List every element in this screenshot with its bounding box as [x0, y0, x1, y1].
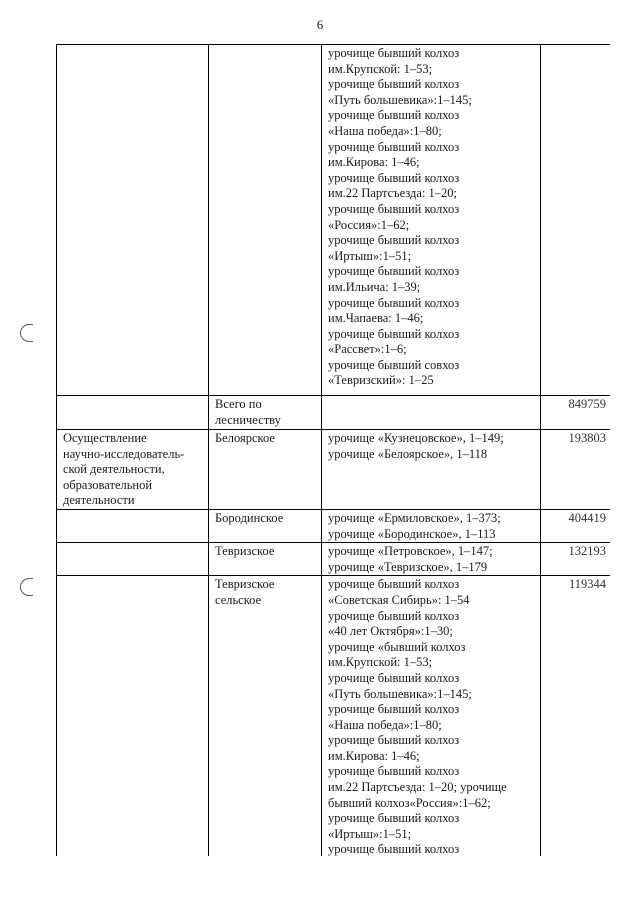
area-cell	[541, 576, 611, 856]
tracts-line: им.Крупской: 1–53;	[328, 61, 433, 76]
table-row	[57, 543, 611, 576]
tracts-line: «Россия»:1–62;	[328, 217, 410, 232]
area-value: 132193	[568, 544, 606, 559]
tracts-line: урочище бывший колхоз	[328, 733, 460, 748]
punch-hole-mark	[20, 324, 33, 342]
tracts-line: урочище бывший колхоз	[328, 577, 460, 592]
purpose-cell	[57, 543, 209, 576]
tracts-line: урочище бывший колхоз	[328, 108, 460, 123]
tracts-line: урочище бывший колхоз	[328, 264, 460, 279]
tracts-cell	[322, 576, 541, 856]
tracts-line: урочище «Бородинское», 1–113	[328, 526, 496, 541]
tracts-cell	[322, 509, 541, 542]
tracts-line: урочище «Кузнецовское», 1–149;	[328, 431, 504, 445]
area-cell	[541, 45, 611, 396]
forestry-cell	[209, 509, 322, 542]
forest-tracts-table	[56, 44, 610, 856]
forestry-line: Белоярское	[215, 431, 275, 445]
tracts-cell	[322, 430, 541, 510]
purpose-line: деятельности	[63, 493, 135, 508]
tracts-line: им.Ильича: 1–39;	[328, 279, 421, 294]
forestry-line: Тевризское	[215, 577, 275, 592]
tracts-line: «Рассвет»:1–6;	[328, 342, 407, 357]
purpose-cell	[57, 396, 209, 430]
table-row	[57, 396, 611, 430]
area-cell	[541, 543, 611, 576]
tracts-cell	[322, 396, 541, 430]
table-row	[57, 509, 611, 542]
tracts-line: им.Чапаева: 1–46;	[328, 311, 424, 326]
tracts-line: урочище бывший колхоз	[328, 77, 460, 92]
tracts-line: урочище бывший колхоз	[328, 233, 460, 248]
purpose-line: ской деятельности,	[63, 462, 165, 477]
tracts-line: «40 лет Октября»:1–30;	[328, 624, 453, 639]
tracts-line: урочище бывший колхоз	[328, 842, 460, 856]
purpose-cell	[57, 509, 209, 542]
table-row	[57, 430, 611, 510]
purpose-cell	[57, 430, 209, 510]
tracts-line: урочище бывший колхоз	[328, 46, 460, 60]
tracts-line: урочище «бывший колхоз	[328, 639, 466, 654]
tracts-line: бывший колхоз«Россия»:1–62;	[328, 795, 491, 810]
tracts-line: урочище «Петровское», 1–147;	[328, 544, 493, 559]
table-row	[57, 576, 611, 856]
forestry-line: Тевризское	[215, 544, 275, 559]
punch-hole-mark	[20, 578, 33, 596]
tracts-cell	[322, 543, 541, 576]
page-number: 6	[316, 17, 324, 32]
tracts-line: урочище «Ермиловское», 1–373;	[328, 510, 501, 525]
tracts-line: им.Кирова: 1–46;	[328, 155, 420, 170]
tracts-line: им.Кирова: 1–46;	[328, 748, 420, 763]
purpose-cell	[57, 576, 209, 856]
area-cell	[541, 396, 611, 430]
document-table-container	[56, 44, 610, 856]
tracts-line: урочище бывший колхоз	[328, 201, 460, 216]
purpose-line: образовательной	[63, 477, 153, 492]
area-value: 119344	[568, 577, 606, 592]
table-body	[57, 45, 611, 857]
tracts-line: им.Крупской: 1–53;	[328, 655, 433, 670]
tracts-line: урочище бывший колхоз	[328, 670, 460, 685]
forestry-line: сельское	[215, 592, 262, 607]
area-value: 193803	[568, 431, 606, 445]
forestry-cell	[209, 430, 322, 510]
tracts-line: «Иртыш»:1–51;	[328, 826, 412, 841]
purpose-line: научно-исследователь-	[63, 446, 185, 461]
tracts-line: им.22 Партсъезда: 1–20; урочище	[328, 780, 507, 795]
tracts-line: «Путь большевика»:1–145;	[328, 686, 472, 701]
tracts-line: «Советская Сибирь»: 1–54	[328, 592, 470, 607]
tracts-cell	[322, 45, 541, 396]
forestry-line: Бородинское	[215, 510, 284, 525]
area-cell	[541, 430, 611, 510]
tracts-line: урочище бывший колхоз	[328, 702, 460, 717]
forestry-line: лесничеству	[215, 412, 281, 427]
area-value: 849759	[568, 397, 606, 411]
tracts-line: им.22 Партсъезда: 1–20;	[328, 186, 458, 201]
forestry-cell	[209, 576, 322, 856]
tracts-line: «Наша победа»:1–80;	[328, 123, 442, 138]
purpose-cell	[57, 45, 209, 396]
table-row	[57, 45, 611, 396]
forestry-cell	[209, 45, 322, 396]
forestry-cell	[209, 396, 322, 430]
tracts-line: урочище бывший совхоз	[328, 357, 460, 372]
tracts-line: урочище бывший колхоз	[328, 295, 460, 310]
tracts-line: урочище бывший колхоз	[328, 170, 460, 185]
tracts-line: «Путь большевика»:1–145;	[328, 92, 472, 107]
tracts-line: урочище бывший колхоз	[328, 811, 460, 826]
tracts-line: «Иртыш»:1–51;	[328, 248, 412, 263]
forestry-line: Всего по	[215, 397, 262, 411]
area-value: 404419	[568, 510, 606, 525]
tracts-line: урочище бывший колхоз	[328, 139, 460, 154]
tracts-line: урочище «Тевризское», 1–179	[328, 559, 488, 574]
purpose-line: Осуществление	[63, 431, 147, 445]
tracts-line: урочище бывший колхоз	[328, 764, 460, 779]
forestry-cell	[209, 543, 322, 576]
tracts-line: «Тевризский»: 1–25	[328, 373, 434, 388]
area-cell	[541, 509, 611, 542]
tracts-line: урочище бывший колхоз	[328, 326, 460, 341]
tracts-line: урочище «Белоярское», 1–118	[328, 446, 488, 461]
tracts-line: «Наша победа»:1–80;	[328, 717, 442, 732]
tracts-line: урочище бывший колхоз	[328, 608, 460, 623]
